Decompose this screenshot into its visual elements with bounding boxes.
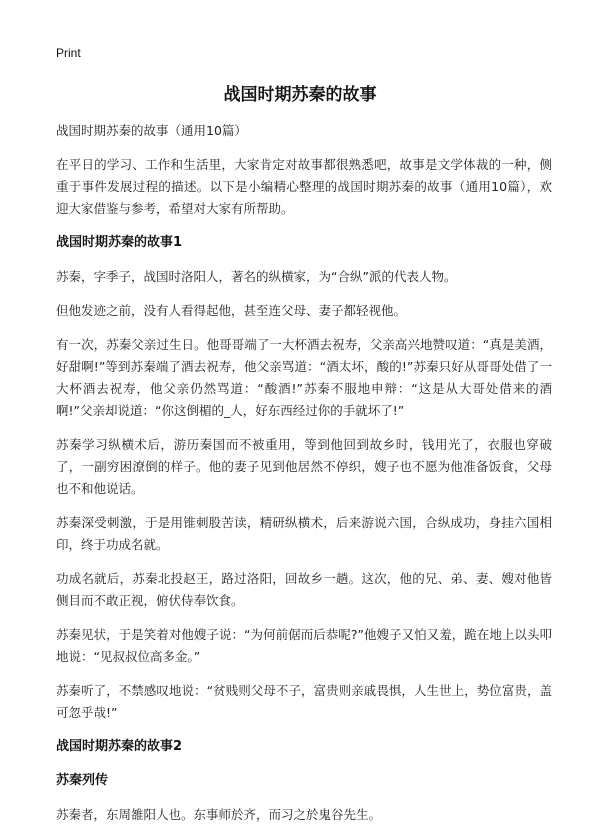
paragraph: 但他发迹之前，没有人看得起他，甚至连父母、妻子都轻视他。 (56, 303, 407, 318)
story1-heading: 战国时期苏秦的故事1 (56, 235, 183, 250)
story2-subheading: 苏秦列传 (56, 773, 109, 788)
paragraph: 苏秦深受刺激，于是用锥刺股苦读，精研纵横术，后来游说六国，合纵成功，身挂六国相印，终于功成名就。 (56, 515, 552, 552)
print-label[interactable]: Print (56, 46, 81, 60)
paragraph: 苏秦，字季子，战国时洛阳人，著名的纵横家，为“合纵”派的代表人物。 (56, 269, 457, 284)
paragraph: 功成名就后，苏秦北投赵王，路过洛阳，回故乡一趟。这次，他的兄、弟、妻、嫂对他皆侧目而不敢正视，俯伏侍奉饮食。 (56, 571, 552, 608)
paragraph: 苏秦见状，于是笑着对他嫂子说：“为何前倨而后恭呢?”他嫂子又怕又羞，跪在地上以头叩地说：“见叔叔位高多金。” (56, 627, 552, 664)
article-body (56, 120, 552, 838)
paragraph: 有一次，苏秦父亲过生日。他哥哥端了一大杯酒去祝寿，父亲高兴地赞叹道：“真是美酒，好甜啊!”等到苏秦端了酒去祝寿，他父亲骂道：“酒太坏，酸的!”苏秦只好从哥哥处借了一大杯酒去祝寿，他父亲仍然骂道：“酸酒!”苏秦不服地申辩：“这是从大哥处借来的酒啊!”父亲却说道：“你这倒楣的_人，好东西经过你的手就坏了!” (56, 337, 552, 418)
paragraph: 苏秦者，东周雒阳人也。东事师於齐，而习之於鬼谷先生。 (56, 807, 382, 822)
intro-paragraph: 在平日的学习、工作和生活里，大家肯定对故事都很熟悉吧，故事是文学体裁的一种，侧重于事件发展过程的描述。以下是小编精心整理的战国时期苏秦的故事（通用10篇），欢迎大家借鉴与参考，希望对大家有所帮助。 (56, 157, 552, 216)
page-title: 战国时期苏秦的故事 (223, 85, 377, 105)
article-subtitle: 战国时期苏秦的故事（通用10篇） (56, 123, 247, 138)
story2-heading: 战国时期苏秦的故事2 (56, 739, 183, 754)
paragraph: 苏秦学习纵横术后，游历秦国而不被重用，等到他回到故乡时，钱用光了，衣服也穿破了，一副穷困潦倒的样子。他的妻子见到他居然不停织，嫂子也不愿为他准备饭食，父母也不和他说话。 (56, 437, 552, 496)
paragraph: 苏秦听了，不禁感叹地说：“贫贱则父母不子，富贵则亲戚畏惧，人生世上，势位富贵，盖可忽乎哉!” (56, 683, 552, 720)
